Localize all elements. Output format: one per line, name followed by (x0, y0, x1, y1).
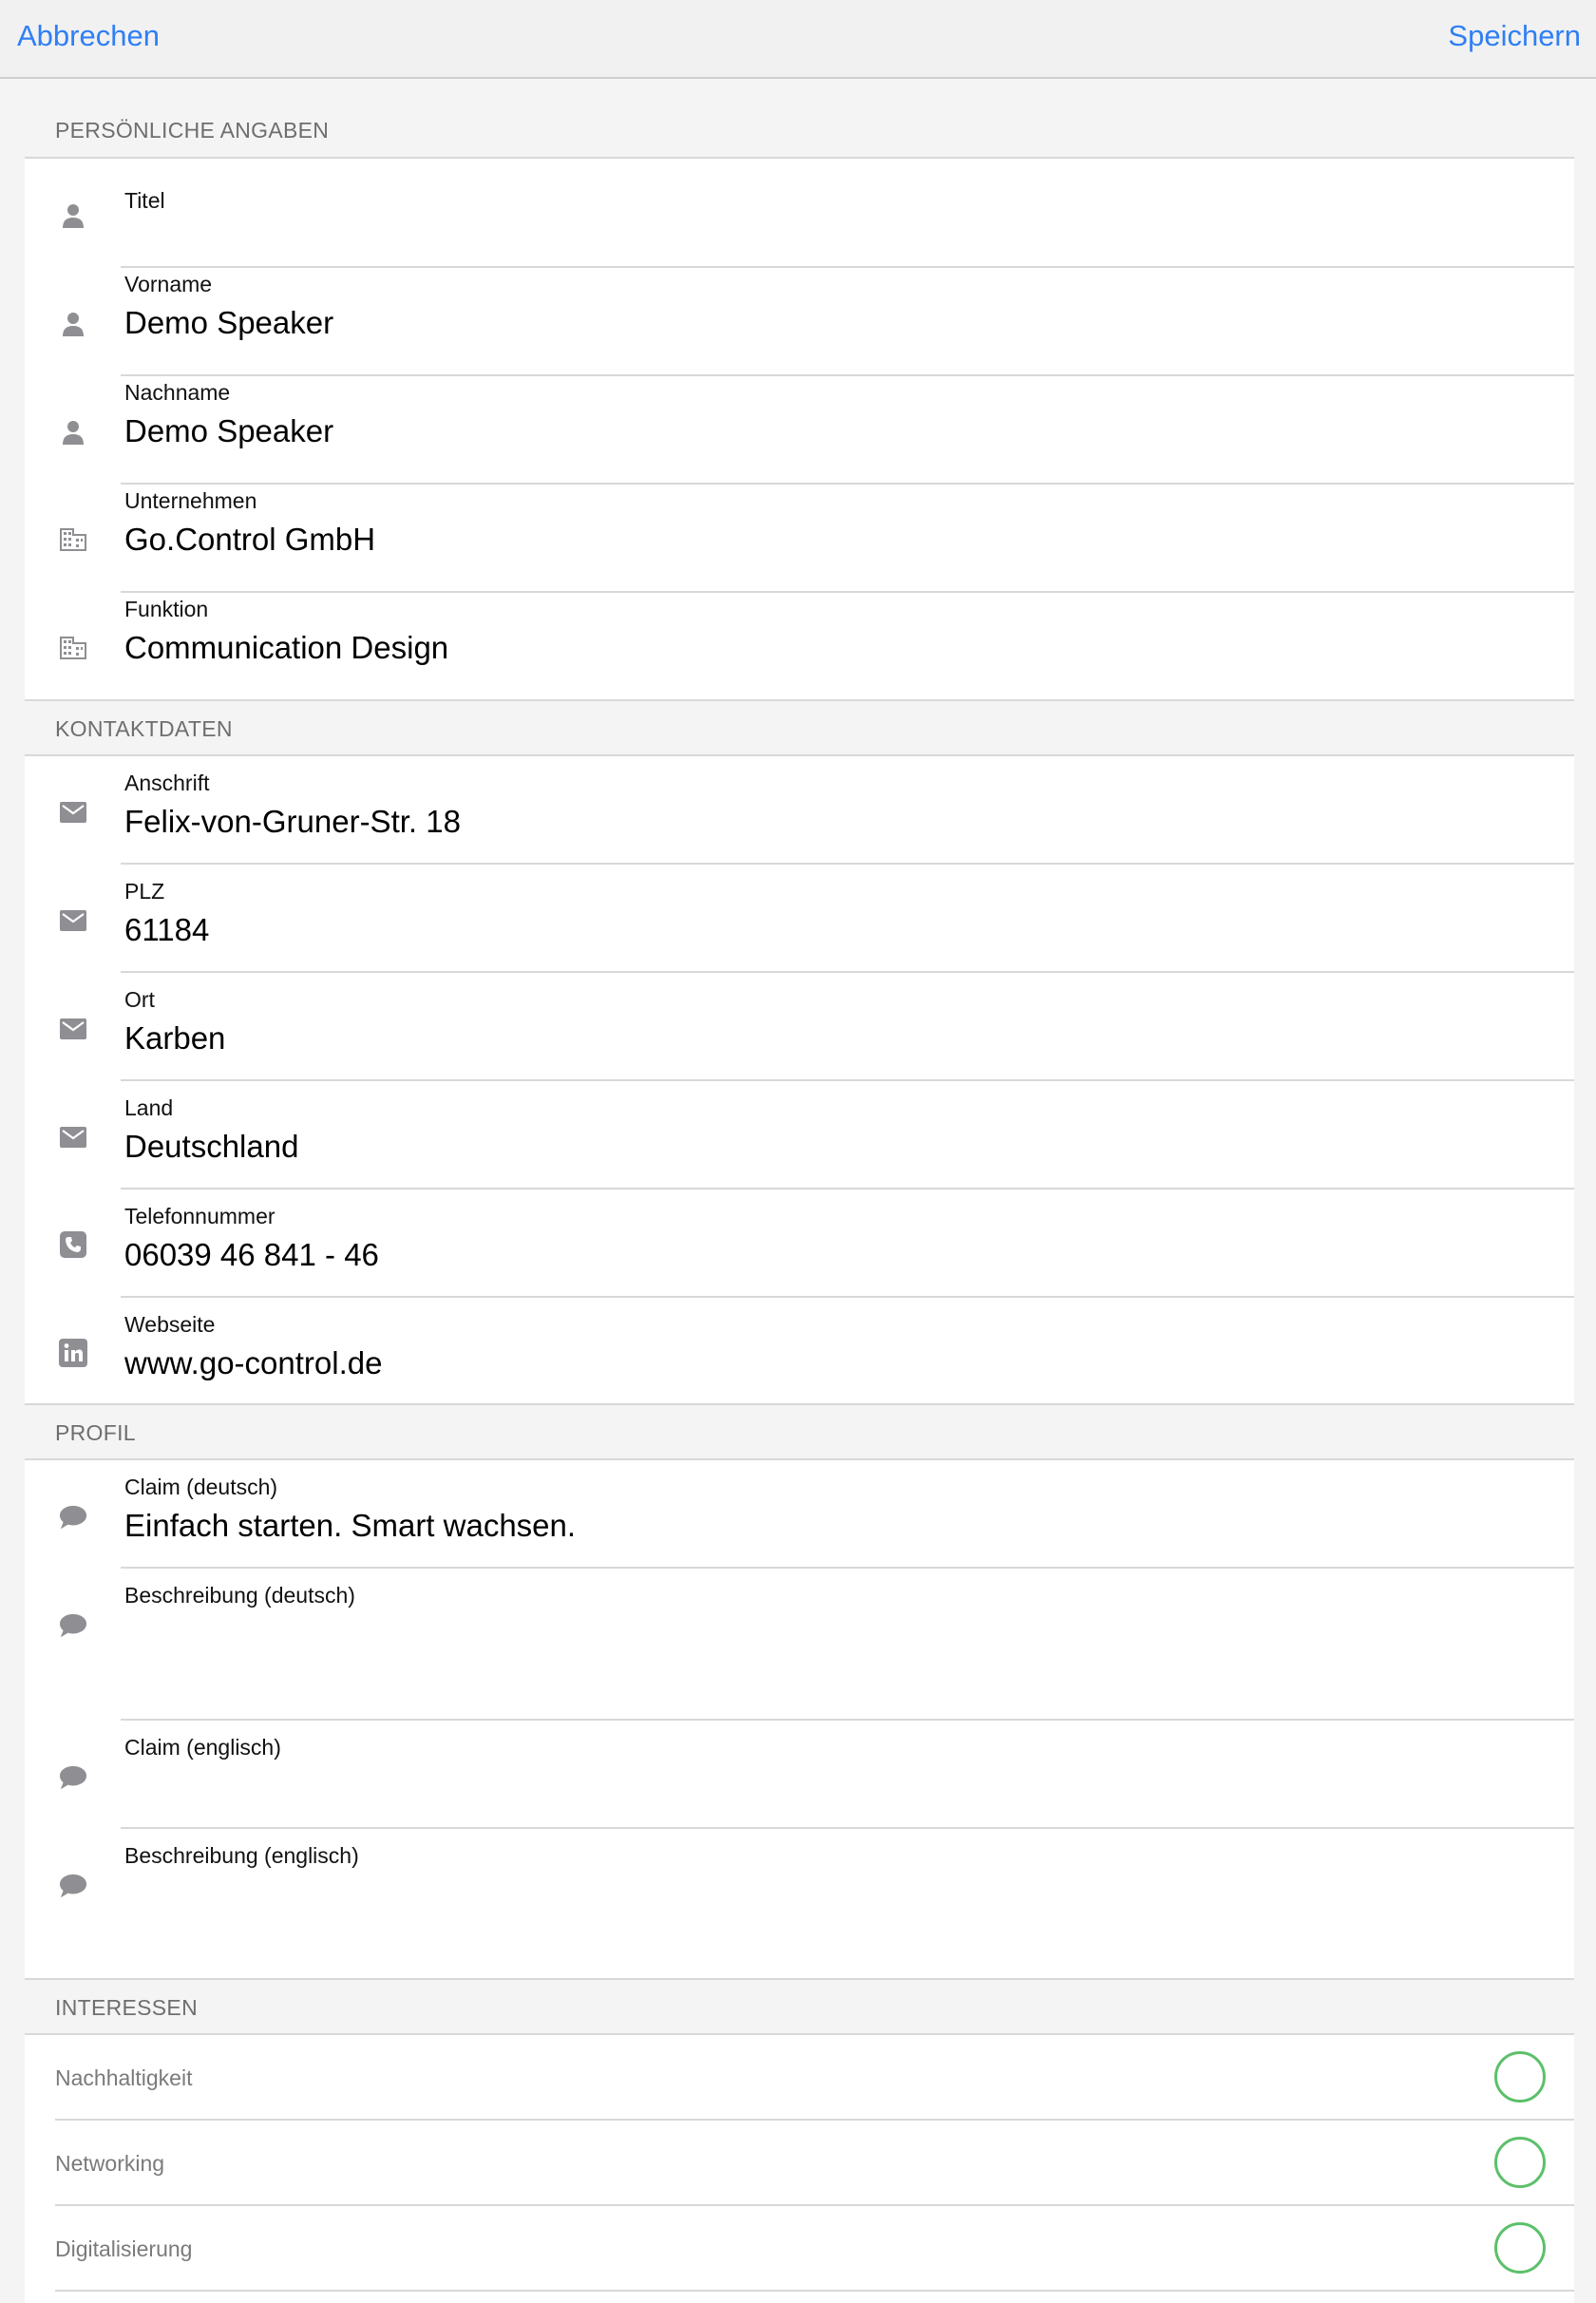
field-nachname[interactable] (25, 376, 1574, 485)
divider (55, 2290, 1574, 2292)
speech-bubble-icon (59, 1763, 87, 1792)
cancel-button[interactable]: Abbrechen (17, 19, 160, 52)
anschrift-input[interactable]: Felix-von-Gruner-Str. 18 (124, 804, 461, 839)
field-label: Land (124, 1095, 174, 1120)
field-label: Claim (deutsch) (124, 1475, 278, 1499)
field-label: Beschreibung (deutsch) (124, 1583, 355, 1608)
building-icon (59, 525, 87, 554)
envelope-icon (59, 1123, 87, 1152)
speech-bubble-icon (59, 1611, 87, 1640)
save-button[interactable]: Speichern (1448, 19, 1581, 52)
field-label: Nachname (124, 380, 231, 405)
vorname-input[interactable]: Demo Speaker (124, 305, 334, 340)
section-title: PROFIL (55, 1420, 136, 1445)
plz-input[interactable]: 61184 (124, 912, 210, 947)
field-label: Claim (englisch) (124, 1735, 281, 1760)
building-icon (59, 634, 87, 662)
field-webseite[interactable] (25, 1298, 1574, 1406)
field-plz[interactable] (25, 865, 1574, 973)
unternehmen-input[interactable]: Go.Control GmbH (124, 522, 376, 557)
field-label: Telefonnummer (124, 1204, 276, 1228)
nachname-input[interactable]: Demo Speaker (124, 413, 334, 448)
envelope-icon (59, 1015, 87, 1043)
field-beschreibung-deutsch[interactable] (25, 1569, 1574, 1721)
envelope-icon (59, 906, 87, 935)
form-content (25, 80, 1574, 2303)
section-title: INTERESSEN (55, 1995, 198, 2020)
section-title: PERSÖNLICHE ANGABEN (55, 118, 330, 143)
section-title: KONTAKTDATEN (55, 716, 233, 741)
field-label: Funktion (124, 597, 209, 621)
field-ort[interactable] (25, 973, 1574, 1081)
envelope-icon (59, 798, 87, 827)
field-telefonnummer[interactable] (25, 1190, 1574, 1298)
land-input[interactable]: Deutschland (124, 1129, 299, 1164)
field-beschreibung-englisch[interactable] (25, 1829, 1574, 1981)
unchecked-circle-icon[interactable] (1494, 2051, 1546, 2103)
field-claim-englisch[interactable] (25, 1721, 1574, 1829)
interest-row-nachhaltigkeit[interactable] (25, 2035, 1574, 2121)
field-land[interactable] (25, 1081, 1574, 1190)
field-label: Ort (124, 987, 155, 1012)
funktion-input[interactable]: Communication Design (124, 630, 449, 665)
phone-icon (59, 1230, 87, 1259)
telefonnummer-input[interactable]: 06039 46 841 - 46 (124, 1237, 379, 1272)
section-header-profile (25, 1403, 1574, 1460)
claim-deutsch-input[interactable]: Einfach starten. Smart wachsen. (124, 1508, 577, 1543)
top-bar (0, 0, 1596, 79)
field-anschrift[interactable] (25, 756, 1574, 865)
interest-row-digitalisierung[interactable] (25, 2206, 1574, 2292)
field-funktion[interactable] (25, 593, 1574, 701)
field-label: Anschrift (124, 771, 210, 795)
interest-label: Nachhaltigkeit (55, 2065, 193, 2090)
unchecked-circle-icon[interactable] (1494, 2137, 1546, 2188)
interest-label: Digitalisierung (55, 2236, 193, 2261)
field-label: Beschreibung (englisch) (124, 1843, 359, 1868)
section-header-interests (25, 1978, 1574, 2035)
section-header-contact (25, 699, 1574, 756)
field-label: Titel (124, 188, 165, 213)
interest-label: Networking (55, 2151, 165, 2176)
field-label: Vorname (124, 272, 213, 296)
speech-bubble-icon (59, 1872, 87, 1900)
field-label: Webseite (124, 1312, 216, 1337)
field-label: Unternehmen (124, 488, 257, 513)
field-label: PLZ (124, 879, 165, 904)
speech-bubble-icon (59, 1503, 87, 1532)
field-claim-deutsch[interactable] (25, 1460, 1574, 1569)
interest-row-networking[interactable] (25, 2121, 1574, 2206)
unchecked-circle-icon[interactable] (1494, 2222, 1546, 2274)
field-vorname[interactable] (25, 268, 1574, 376)
left-gutter (0, 80, 25, 2303)
webseite-input[interactable]: www.go-control.de (124, 1345, 383, 1380)
person-icon (59, 310, 87, 338)
ort-input[interactable]: Karben (124, 1020, 226, 1056)
section-header-personal (25, 80, 1574, 159)
person-icon (59, 201, 87, 230)
field-titel[interactable] (25, 159, 1574, 268)
field-unternehmen[interactable] (25, 485, 1574, 593)
person-icon (59, 418, 87, 447)
linkedin-icon (59, 1339, 87, 1367)
